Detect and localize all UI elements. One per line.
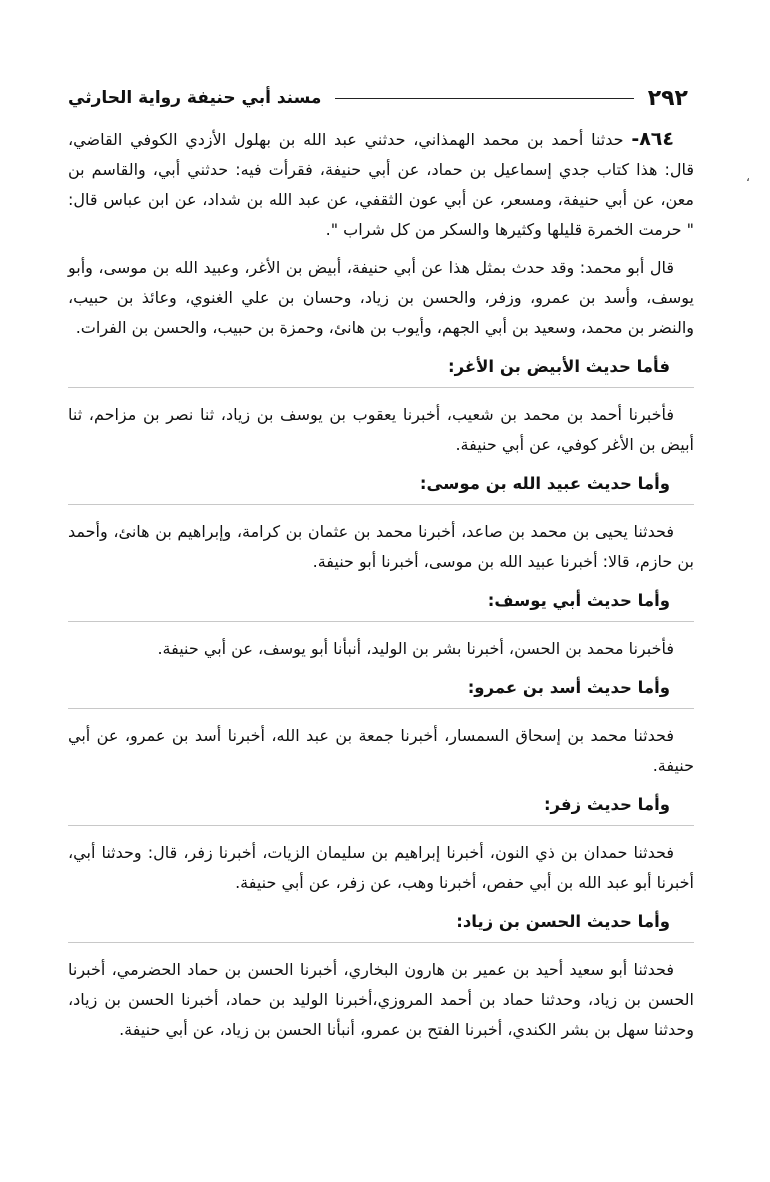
page-body: [68, 124, 694, 1045]
running-title: مسند أبي حنيفة رواية الحارثي: [68, 88, 322, 108]
section-text: فحدثنا حمدان بن ذي النون، أخبرنا إبراهيم بن سليمان الزيات، أخبرنا زفر، قال: وحدثنا أبي، أخبرنا أبو عبد الله بن أبي حفص، أخبرنا وهب، عن زفر، عن أبي حنيفة.: [68, 843, 694, 892]
hadith-number: ٨٦٤-: [631, 128, 674, 150]
section-heading: وأما حديث زفر:: [68, 791, 694, 826]
page-number: ٢٩٢: [647, 85, 688, 111]
hadith-paragraph: [68, 124, 694, 245]
header-rule: [335, 98, 633, 99]
section-text: فأخبرنا محمد بن الحسن، أخبرنا بشر بن الوليد، أنبأنا أبو يوسف، عن أبي حنيفة.: [157, 639, 674, 658]
section-heading: وأما حديث أسد بن عمرو:: [68, 674, 694, 709]
commentary-paragraph: قال أبو محمد: وقد حدث بمثل هذا عن أبي حنيفة، أبيض بن الأغر، وعبيد الله بن موسى، وأبو يوسف، وأسد بن عمرو، وزفر، والحسن بن زياد، وحسان بن علي الغنوي، وعائذ بن حبيب، والنضر بن محمد، وسعيد بن أبي الجهم، وأيوب بن هانئ، وحمزة بن حبيب، والحسن بن الفرات.: [68, 258, 694, 337]
section-text: فأخبرنا أحمد بن محمد بن شعيب، أخبرنا يعقوب بن يوسف بن زياد، ثنا نصر بن مزاحم، ثنا أبيض بن الأغر كوفي، عن أبي حنيفة.: [68, 405, 694, 454]
section-heading: فأما حديث الأبيض بن الأغر:: [68, 353, 694, 388]
section-heading: وأما حديث أبي يوسف:: [68, 587, 694, 622]
section-heading: وأما حديث الحسن بن زياد:: [68, 908, 694, 943]
section-text: فحدثنا محمد بن إسحاق السمسار، أخبرنا جمعة بن عبد الله، أخبرنا أسد بن عمرو، عن أبي حنيفة.: [68, 726, 694, 775]
section-text: فحدثنا أبو سعيد أحيد بن عمير بن هارون البخاري، أخبرنا الحسن بن حماد الحضرمي، أخبرنا الحسن بن زياد، وحدثنا حماد بن أحمد المروزي،أخبرنا الوليد بن حماد، أخبرنا الحسن بن زياد، وحدثنا سهل بن بشر الكندي، أخبرنا الفتح بن عمرو، أنبأنا الحسن بن زياد، عن أبي حنيفة.: [68, 960, 694, 1039]
margin-mark: ،: [746, 170, 750, 184]
spacer: [68, 245, 694, 253]
section-heading: وأما حديث عبيد الله بن موسى:: [68, 470, 694, 505]
section-text: فحدثنا يحيى بن محمد بن صاعد، أخبرنا محمد بن عثمان بن كرامة، وإبراهيم بن هانئ، وأحمد بن حازم، قالا: أخبرنا عبيد الله بن موسى، أخبرنا أبو حنيفة.: [68, 522, 694, 571]
hadith-text: حدثنا أحمد بن محمد الهمذاني، حدثني عبد الله بن بهلول الأزدي الكوفي القاضي، قال: هذا كتاب جدي إسماعيل بن حماد، عن أبي حنيفة، فقرأت فيه: حدثني أبي، والقاسم بن معن، عن أبي حنيفة، ومسعر، عن أبي عون الثقفي، عن عبد الله بن شداد، عن ابن عباس قال: " حرمت الخمرة قليلها وكثيرها والسكر من كل شراب ".: [68, 130, 694, 239]
page-header: [68, 82, 688, 114]
